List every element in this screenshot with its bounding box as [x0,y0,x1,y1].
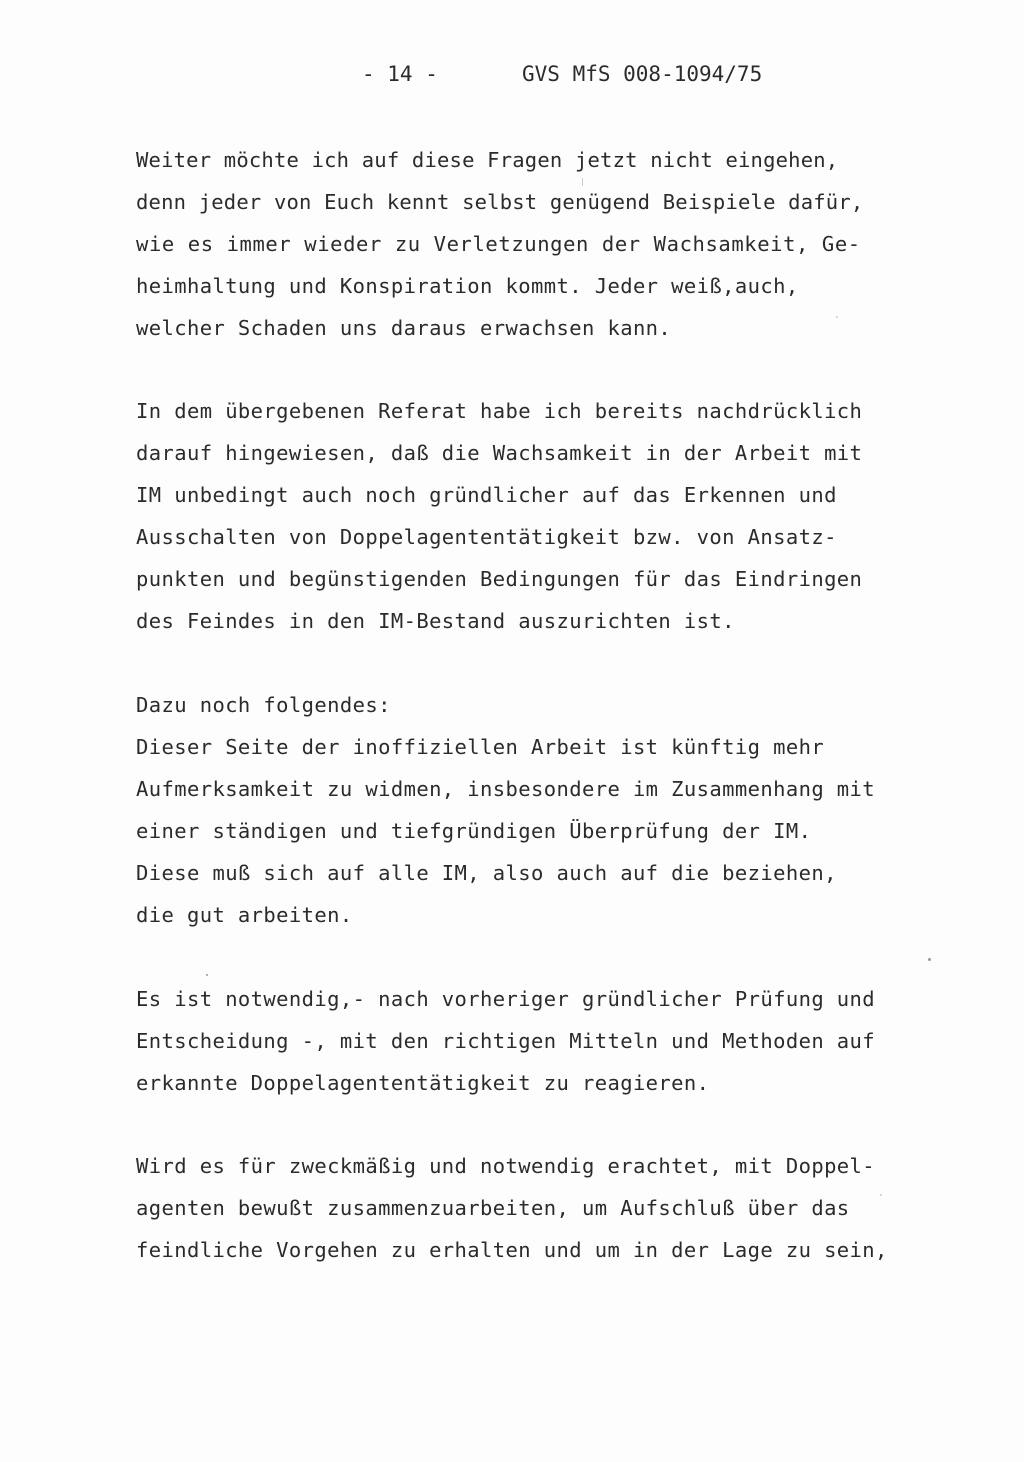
scan-speck [836,316,838,318]
text-line: agenten bewußt zusammenzuarbeiten, um Aufschluß über das [136,1196,850,1220]
text-line: darauf hingewiesen, daß die Wachsamkeit in der Arbeit mit [136,441,863,465]
text-line: Ausschalten von Doppelagententätigkeit bzw. von Ansatz- [136,525,837,549]
text-line: die gut arbeiten. [136,903,353,927]
text-line: welcher Schaden uns daraus erwachsen kann. [136,316,672,340]
text-line: Aufmerksamkeit zu widmen, insbesondere im Zusammenhang mit [136,777,876,801]
text-line: Wird es für zweckmäßig und notwendig erachtet, mit Doppel- [136,1154,876,1178]
text-line: des Feindes in den IM-Bestand auszurichten ist. [136,609,735,633]
scan-speck [206,974,208,976]
text-line: erkannte Doppelagententätigkeit zu reagieren. [136,1071,710,1095]
text-line: Dieser Seite der inoffiziellen Arbeit ist künftig mehr [136,735,825,759]
text-line: Diese muß sich auf alle IM, also auch auf die beziehen, [136,861,837,885]
scan-speck [880,1194,882,1196]
text-line: Weiter möchte ich auf diese Fragen jetzt nicht eingehen, [136,148,839,172]
page-number: - 14 - [362,62,438,86]
text-line: Dazu noch folgendes: [136,693,391,717]
document-reference: GVS MfS 008-1094/75 [522,62,763,86]
text-line: einer ständigen und tiefgründigen Überprüfung der IM. [136,819,812,843]
text-line: heimhaltung und Konspiration kommt. Jeder weiß,auch, [136,274,799,298]
text-line: wie es immer wieder zu Verletzungen der Wachsamkeit, Ge- [136,232,861,256]
scan-speck [582,178,583,186]
text-line: punkten und begünstigenden Bedingungen für das Eindringen [136,567,863,591]
text-line: Entscheidung -, mit den richtigen Mitteln und Methoden auf [136,1029,876,1053]
text-line: feindliche Vorgehen zu erhalten und um in der Lage zu sein, [136,1238,888,1262]
text-line: In dem übergebenen Referat habe ich bereits nachdrücklich [136,399,863,423]
text-line: Es ist notwendig,- nach vorheriger gründlicher Prüfung und [136,987,876,1011]
scan-speck [928,958,931,961]
text-line: IM unbedingt auch noch gründlicher auf das Erkennen und [136,483,837,507]
text-line: denn jeder von Euch kennt selbst genügend Beispiele dafür, [136,190,864,214]
page-header [0,62,1024,96]
